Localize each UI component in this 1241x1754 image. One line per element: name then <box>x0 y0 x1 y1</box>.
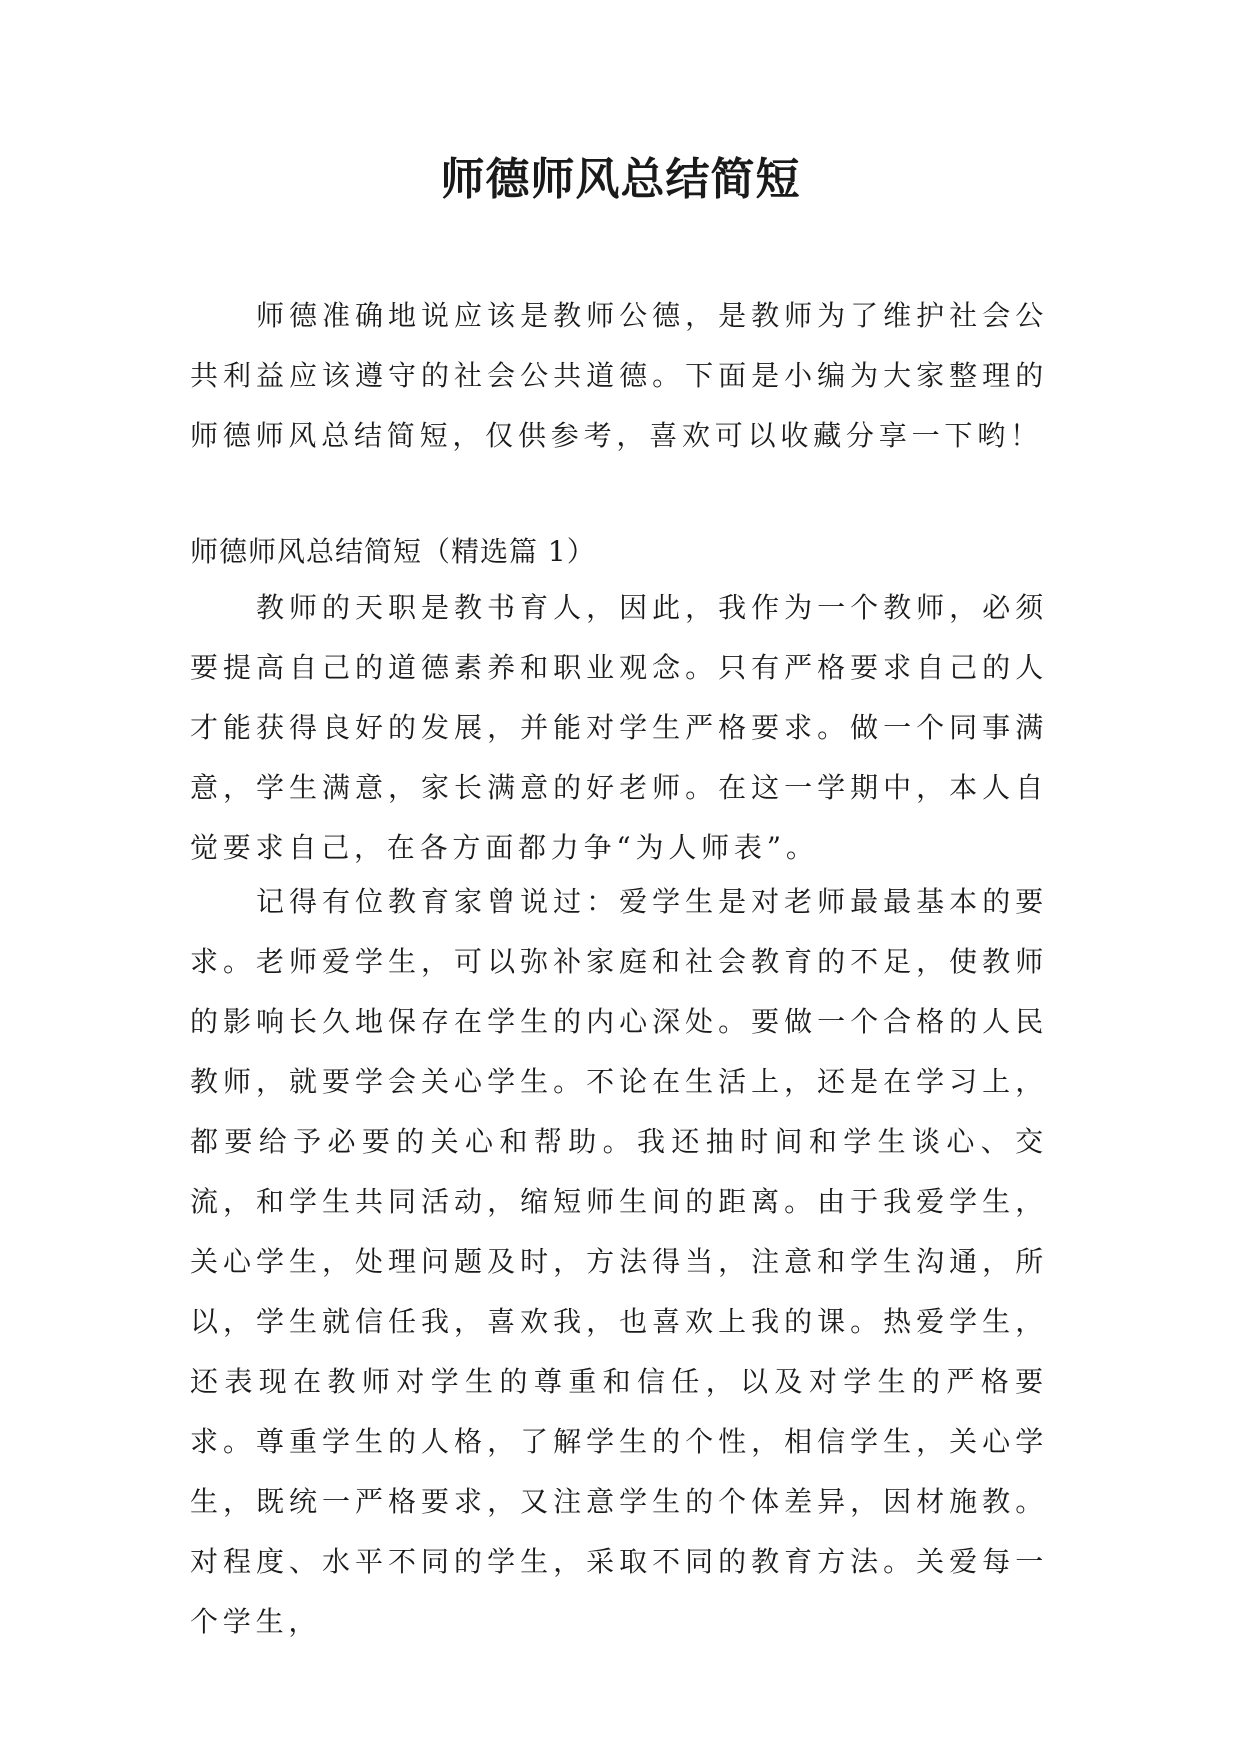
body-paragraph-1: 教师的天职是教书育人，因此，我作为一个教师，必须要提高自己的道德素养和职业观念。只有严格要求自己的人才能获得良好的发展，并能对学生严格要求。做一个同事满意，学生满意，家长满意的好老师。在这一学期中，本人自觉要求自己，在各方面都力争“为人师表”。 <box>190 591 1048 864</box>
document-title: 师德师风总结简短 <box>440 154 801 205</box>
body-paragraph-2: 记得有位教育家曾说过：爱学生是对老师最最基本的要求。老师爱学生，可以弥补家庭和社会教育的不足，使教师的影响长久地保存在学生的内心深处。要做一个合格的人民教师，就要学会关心学生。不论在生活上，还是在学习上，都要给予必要的关心和帮助。我还抽时间和学生谈心、交流，和学生共同活动，缩短师生间的距离。由于我爱学生，关心学生，处理问题及时，方法得当，注意和学生沟通，所以，学生就信任我，喜欢我，也喜欢上我的课。热爱学生，还表现在教师对学生的尊重和信任，以及对学生的严格要求。尊重学生的人格，了解学生的个性，相信学生，关心学生，既统一严格要求，又注意学生的个体差异，因材施教。对程度、水平不同的学生，采取不同的教育方法。关爱每一个学生， <box>190 885 1048 1638</box>
intro-paragraph: 师德准确地说应该是教师公德，是教师为了维护社会公共利益应该遵守的社会公共道德。下面是小编为大家整理的师德师风总结简短，仅供参考，喜欢可以收藏分享一下哟！ <box>190 299 1048 452</box>
section-heading: 师德师风总结简短（精选篇 1） <box>190 535 596 568</box>
